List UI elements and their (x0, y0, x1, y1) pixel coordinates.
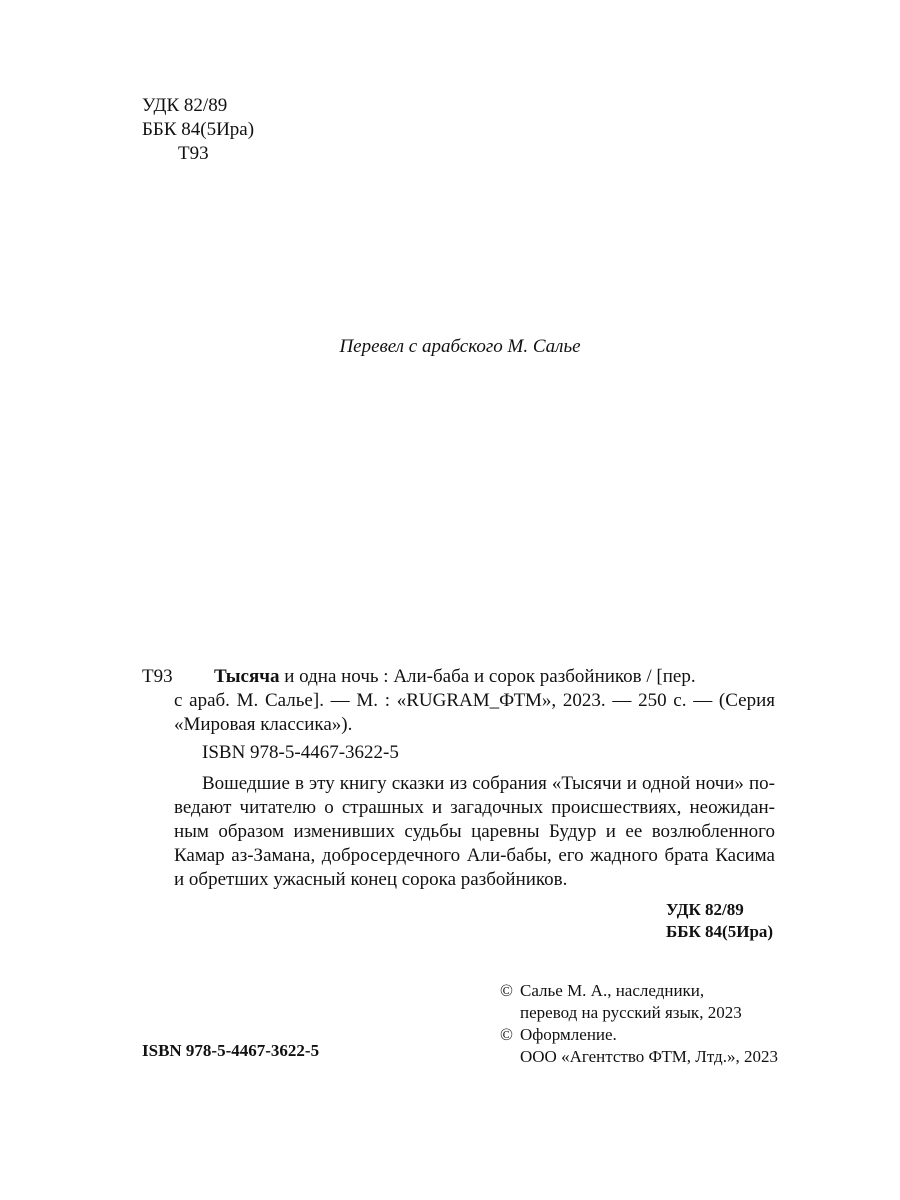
translator-credit: Перевел с арабского М. Салье (339, 336, 581, 357)
annotation: Вошедшие в эту книгу сказки из собрания «Тысячи и одной ночи» поведают читателю о страшных и загадочных происшествиях, неожиданным образом изменивших судьбы царевны Будур и ее возлюбленного Камар аз-Замана, добросердечного Али-бабы, его жадного брата Касима и обретших ужасный конец сорока разбойников. (174, 773, 775, 890)
copyright-design (500, 1024, 800, 1068)
record-text-line1: и одна ночь : Али-баба и сорок разбойников / [пер. (279, 666, 696, 687)
record-text-continued: с араб. М. Салье]. — М. : «RUGRAM_ФТМ», 2023. — 250 с. — (Серия «Мировая классика»). (174, 690, 775, 735)
copyright-translation (500, 980, 800, 1024)
record-author-mark: Т93 (142, 666, 173, 687)
top-author-mark: Т93 (178, 143, 209, 164)
copyright-line: ООО «Агентство ФТМ, Лтд.», 2023 (520, 1047, 778, 1066)
copyright-symbol: © (500, 981, 513, 1000)
bibliographic-record (142, 665, 775, 737)
record-isbn: ISBN 978-5-4467-3622-5 (202, 742, 399, 763)
copyright-line: Салье М. А., наследники, (520, 981, 705, 1000)
record-title-bold: Тысяча (214, 666, 280, 687)
copyright-block (500, 980, 800, 1068)
top-bbk-code: ББК 84(5Ира) (142, 119, 255, 140)
top-udk-code: УДК 82/89 (142, 95, 228, 116)
right-udk-code: УДК 82/89 (666, 900, 744, 919)
copyright-line: перевод на русский язык, 2023 (520, 1003, 742, 1022)
copyright-line: Оформление. (520, 1025, 617, 1044)
copyright-symbol: © (500, 1025, 513, 1044)
bottom-isbn: ISBN 978-5-4467-3622-5 (142, 1041, 320, 1060)
right-bbk-code: ББК 84(5Ира) (666, 922, 774, 941)
